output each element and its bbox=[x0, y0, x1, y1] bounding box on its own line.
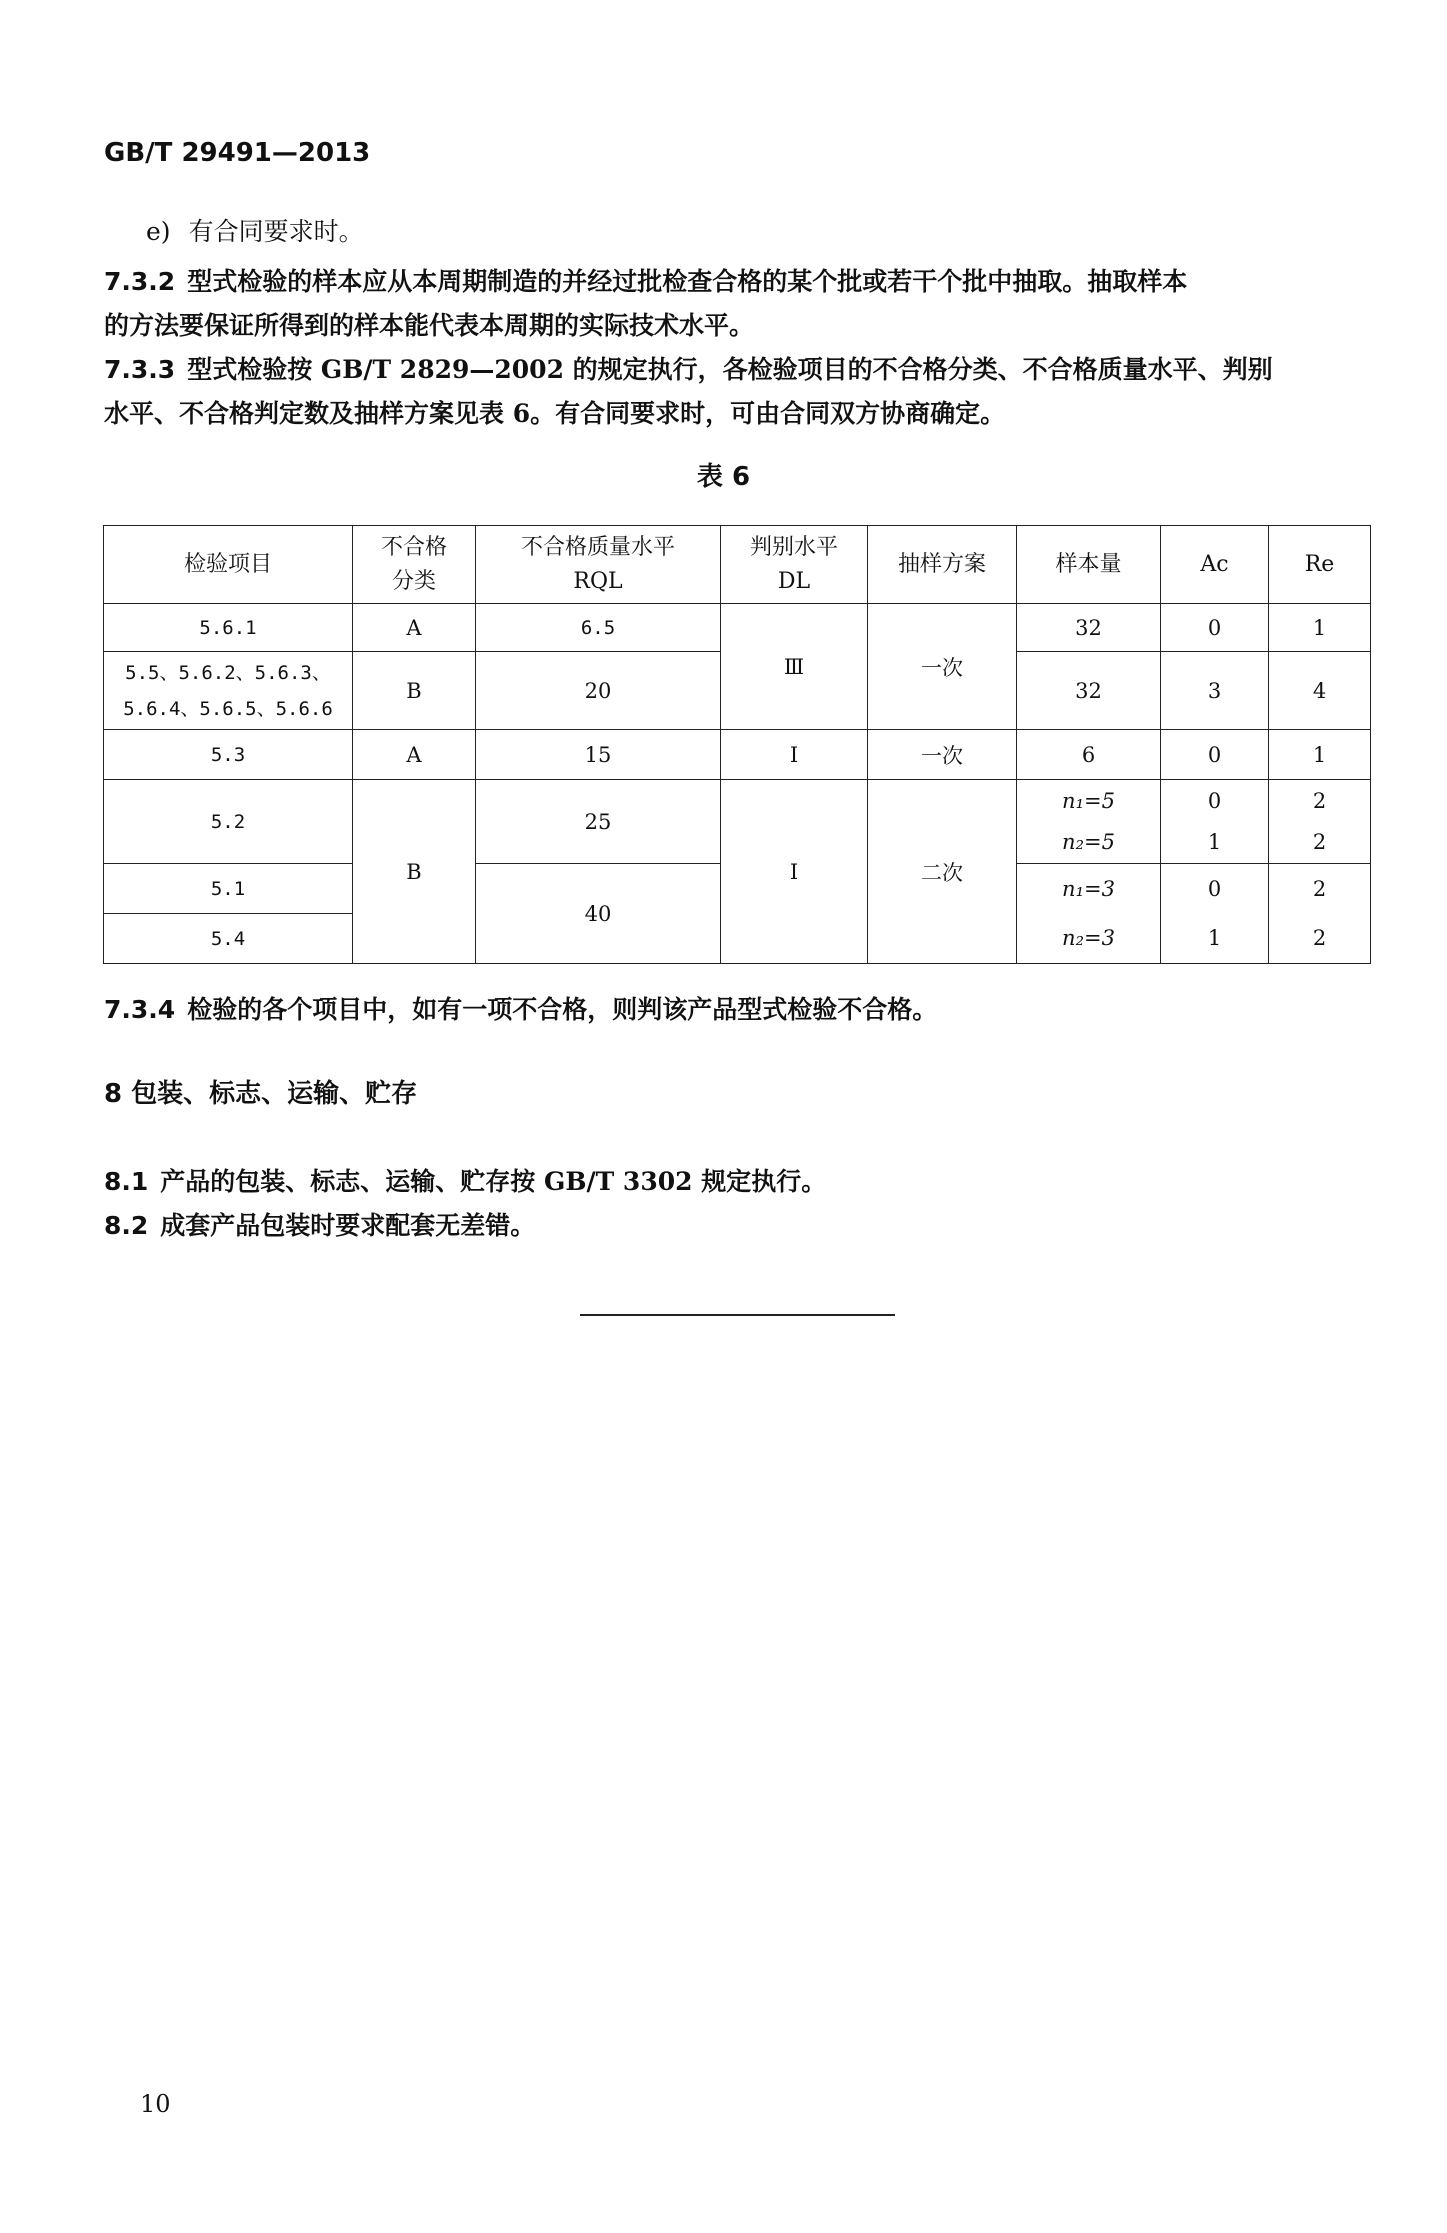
row1-item: 5.6.1 bbox=[104, 604, 353, 652]
clause-7-3-3-text1: 型式检验按 GB/T 2829—2002 的规定执行，各检验项目的不合格分类、不合格质量水平、判别 bbox=[187, 355, 1273, 384]
group2-rql: 40 bbox=[476, 864, 721, 964]
clause-7-3-4 bbox=[104, 988, 937, 1032]
page-number: 10 bbox=[140, 2090, 171, 2118]
clause-7-3-3-line2: 水平、不合格判定数及抽样方案见表 6。有合同要求时，可由合同双方协商确定。 bbox=[104, 399, 1006, 428]
group2-dl: Ⅰ bbox=[721, 780, 868, 964]
row6-re: 2 bbox=[1269, 914, 1371, 964]
row2-re: 4 bbox=[1269, 652, 1371, 730]
row1-re: 1 bbox=[1269, 604, 1371, 652]
table-row bbox=[104, 730, 1371, 780]
header-class-2: 分类 bbox=[391, 568, 436, 594]
header-sample: 样本量 bbox=[1017, 526, 1161, 604]
row4b-sample: n₂=5 bbox=[1017, 822, 1161, 864]
header-dl bbox=[721, 526, 868, 604]
row2-ac: 3 bbox=[1161, 652, 1269, 730]
row4a-re: 2 bbox=[1269, 780, 1371, 822]
header-dl-1: 判别水平 bbox=[749, 534, 838, 560]
clause-8-2 bbox=[104, 1204, 535, 1248]
row6-ac: 1 bbox=[1161, 914, 1269, 964]
clause-7-3-2-line2: 的方法要保证所得到的样本能代表本周期的实际技术水平。 bbox=[104, 311, 755, 340]
row1-class: A bbox=[353, 604, 476, 652]
clause-e-num: e) bbox=[146, 217, 171, 246]
row3-rql: 15 bbox=[476, 730, 721, 780]
row3-dl: Ⅰ bbox=[721, 730, 868, 780]
row2-sample: 32 bbox=[1017, 652, 1161, 730]
clause-e bbox=[146, 210, 364, 254]
header-item: 检验项目 bbox=[104, 526, 353, 604]
clause-7-3-2-num: 7.3.2 bbox=[104, 267, 176, 296]
clause-8-1-num: 8.1 bbox=[104, 1167, 149, 1196]
row4-item: 5.2 bbox=[104, 780, 353, 864]
row3-ac: 0 bbox=[1161, 730, 1269, 780]
row3-sample: 6 bbox=[1017, 730, 1161, 780]
header-scheme: 抽样方案 bbox=[868, 526, 1017, 604]
row4a-ac: 0 bbox=[1161, 780, 1269, 822]
clause-7-3-2-line1 bbox=[104, 260, 1187, 304]
header-ac: Ac bbox=[1161, 526, 1269, 604]
clause-8-2-num: 8.2 bbox=[104, 1211, 149, 1240]
header-rql-1: 不合格质量水平 bbox=[520, 534, 675, 560]
clause-8-1-text: 产品的包装、标志、运输、贮存按 GB/T 3302 规定执行。 bbox=[160, 1167, 827, 1196]
row4b-ac: 1 bbox=[1161, 822, 1269, 864]
row5-item: 5.1 bbox=[104, 864, 353, 914]
clause-7-3-4-num: 7.3.4 bbox=[104, 995, 176, 1024]
clause-8-2-text: 成套产品包装时要求配套无差错。 bbox=[160, 1211, 536, 1240]
row1-rql: 6.5 bbox=[476, 604, 721, 652]
header-re: Re bbox=[1269, 526, 1371, 604]
clause-7-3-4-text: 检验的各个项目中，如有一项不合格，则判该产品型式检验不合格。 bbox=[187, 995, 938, 1024]
group2-class: B bbox=[353, 780, 476, 964]
row6-item: 5.4 bbox=[104, 914, 353, 964]
row3-scheme: 一次 bbox=[868, 730, 1017, 780]
table-row bbox=[104, 780, 1371, 822]
header-dl-2: DL bbox=[777, 568, 811, 594]
header-rql-2: RQL bbox=[573, 568, 623, 594]
row3-re: 1 bbox=[1269, 730, 1371, 780]
section-8-title: 8 包装、标志、运输、贮存 bbox=[104, 1079, 418, 1109]
clause-e-text: 有合同要求时。 bbox=[188, 217, 364, 246]
row3-item: 5.3 bbox=[104, 730, 353, 780]
group1-dl: Ⅲ bbox=[721, 604, 868, 730]
row4a-sample: n₁=5 bbox=[1017, 780, 1161, 822]
standard-number-header: GB/T 29491—2013 bbox=[104, 138, 371, 168]
clause-7-3-2-text1: 型式检验的样本应从本周期制造的并经过批检查合格的某个批或若干个批中抽取。抽取样本 bbox=[187, 267, 1188, 296]
clause-8-1 bbox=[104, 1160, 826, 1204]
row3-class: A bbox=[353, 730, 476, 780]
row2-item-1: 5.5、5.6.2、5.6.3、 bbox=[125, 661, 331, 684]
row2-class: B bbox=[353, 652, 476, 730]
row6-sample: n₂=3 bbox=[1017, 914, 1161, 964]
group2-scheme: 二次 bbox=[868, 780, 1017, 964]
row2-item-2: 5.6.4、5.6.5、5.6.6 bbox=[123, 697, 333, 720]
clause-7-3-3-num: 7.3.3 bbox=[104, 355, 176, 384]
row1-ac: 0 bbox=[1161, 604, 1269, 652]
row1-sample: 32 bbox=[1017, 604, 1161, 652]
row5-re: 2 bbox=[1269, 864, 1371, 914]
table-header-row bbox=[104, 526, 1371, 604]
clause-7-3-3-line1 bbox=[104, 348, 1273, 392]
inspection-table bbox=[103, 525, 1371, 964]
header-rql bbox=[476, 526, 721, 604]
row4-rql: 25 bbox=[476, 780, 721, 864]
group1-scheme: 一次 bbox=[868, 604, 1017, 730]
header-class bbox=[353, 526, 476, 604]
table-row bbox=[104, 604, 1371, 652]
row5-ac: 0 bbox=[1161, 864, 1269, 914]
row2-item bbox=[104, 652, 353, 730]
row5-sample: n₁=3 bbox=[1017, 864, 1161, 914]
row2-rql: 20 bbox=[476, 652, 721, 730]
header-class-1: 不合格 bbox=[380, 534, 447, 560]
end-rule bbox=[580, 1314, 895, 1316]
row4b-re: 2 bbox=[1269, 822, 1371, 864]
table-caption: 表 6 bbox=[696, 462, 751, 492]
